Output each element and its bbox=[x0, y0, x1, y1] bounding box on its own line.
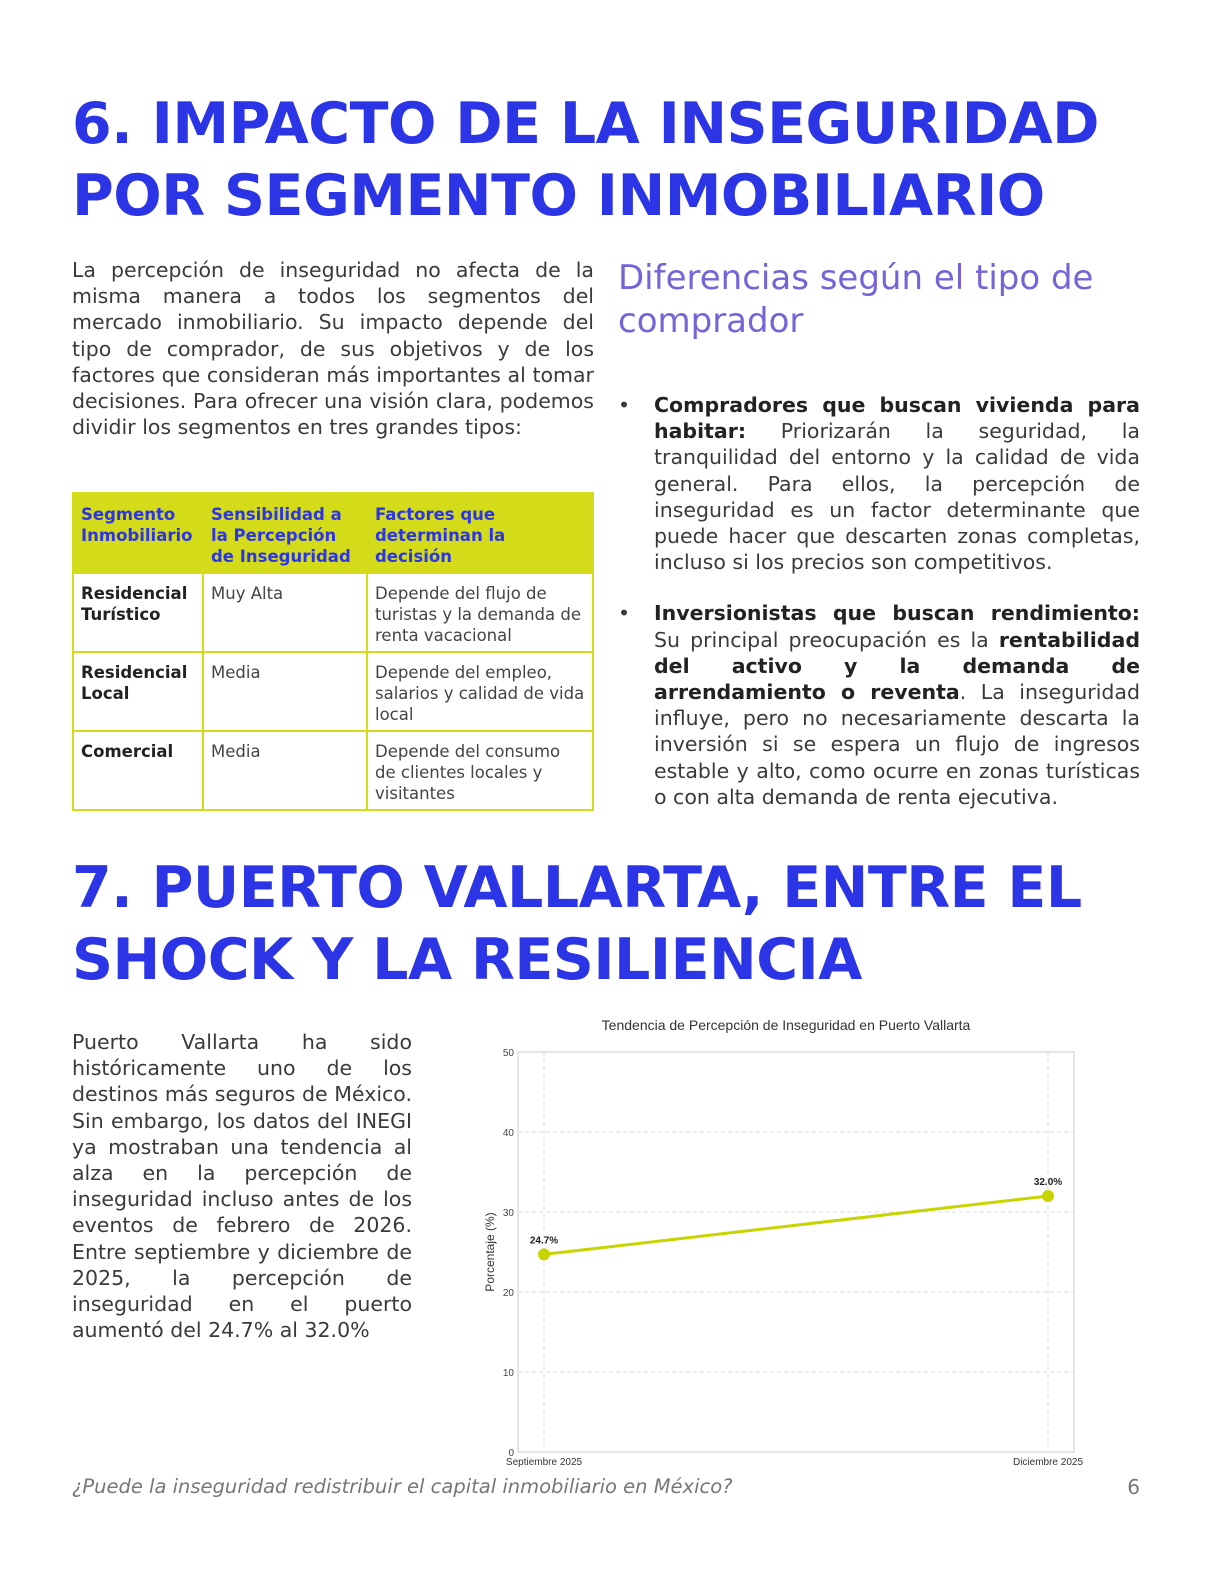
bullet-text: . La inseguridad influye, pero no necesariamente descarta la inversión si se espera un flujo de ingresos estable y alto, como ocurre en zonas turísticas o con alta demanda de renta ejecutiva. bbox=[654, 680, 1140, 809]
footer-document-title: ¿Puede la inseguridad redistribuir el capital inmobiliario en México? bbox=[72, 1475, 733, 1498]
data-point bbox=[538, 1248, 550, 1260]
segment-cell: Residencial Turístico bbox=[73, 573, 203, 652]
series-line bbox=[544, 1196, 1048, 1254]
data-point bbox=[1042, 1190, 1054, 1202]
y-tick-label: 40 bbox=[502, 1128, 514, 1139]
table-header-cell: Sensibilidad a la Percepción de Inseguridad bbox=[203, 493, 367, 573]
bullet-icon: • bbox=[618, 601, 631, 626]
chart-title: Tendencia de Percepción de Inseguridad en Puerto Vallarta bbox=[601, 1017, 971, 1033]
bullet-emphasis: rentabilidad del activo y la demanda de arrendamiento o reventa bbox=[654, 627, 1140, 705]
x-tick-label: Diciembre 2025 bbox=[1012, 1457, 1084, 1468]
y-tick-label: 50 bbox=[502, 1048, 514, 1059]
factors-cell: Depende del consumo de clientes locales y visitantes bbox=[367, 731, 593, 810]
table-header-row bbox=[73, 493, 593, 573]
y-tick-label: 10 bbox=[502, 1368, 514, 1379]
sensitivity-cell: Muy Alta bbox=[203, 573, 367, 652]
plot-frame bbox=[518, 1052, 1074, 1452]
bullet-lead: Compradores que buscan vivienda para habitar: bbox=[654, 393, 1140, 444]
section-6-intro: La percepción de inseguridad no afecta de la misma manera a todos los segmentos del mercado inmobiliario. Su impacto depende del tipo de comprador, de sus objetivos y de los factores que consideran más importantes al tomar decisiones. Para ofrecer una visión clara, podemos dividir los segmentos en tres grandes tipos: bbox=[72, 258, 594, 440]
section-7-title: 7. PUERTO VALLARTA, ENTRE EL SHOCK Y LA RESILIENCIA bbox=[72, 855, 1082, 993]
data-label: 32.0% bbox=[1033, 1177, 1063, 1188]
data-label: 24.7% bbox=[529, 1235, 559, 1247]
table-header-cell: Factores que determinan la decisión bbox=[367, 493, 593, 573]
segment-cell: Comercial bbox=[73, 731, 203, 810]
table-header-cell: Segmento Inmobiliario bbox=[73, 493, 203, 573]
bullet-icon: • bbox=[618, 393, 631, 417]
y-tick-label: 0 bbox=[508, 1448, 514, 1459]
factors-cell: Depende del flujo de turistas y la demanda de renta vacacional bbox=[367, 573, 593, 652]
page-number: 6 bbox=[1127, 1475, 1140, 1499]
table-row bbox=[73, 652, 593, 731]
buyer-type-list bbox=[618, 392, 1140, 835]
buyer-type-subheading: Diferencias según el tipo de comprador bbox=[618, 258, 1094, 341]
segment-table bbox=[72, 492, 594, 811]
table-row bbox=[73, 573, 593, 652]
y-tick-label: 20 bbox=[502, 1288, 514, 1299]
segment-cell: Residencial Local bbox=[73, 652, 203, 731]
list-item bbox=[618, 392, 1140, 575]
section-6-title: 6. IMPACTO DE LA INSEGURIDAD POR SEGMENTO INMOBILIARIO bbox=[72, 91, 1099, 229]
bullet-text: Priorizarán la seguridad, la tranquilidad del entorno y la calidad de vida general. Para ellos, la percepción de inseguridad es un factor determinante que puede hacer que descarten zonas completas, incluso si los precios son competitivos. bbox=[654, 419, 1140, 575]
y-tick-label: 30 bbox=[502, 1208, 514, 1219]
sensitivity-cell: Media bbox=[203, 731, 367, 810]
bullet-text: Su principal preocupación es la bbox=[654, 627, 999, 652]
table-row bbox=[73, 731, 593, 810]
insecurity-trend-chart bbox=[470, 1010, 1110, 1470]
y-axis-label: Porcentaje (%) bbox=[483, 1212, 497, 1292]
factors-cell: Depende del empleo, salarios y calidad de vida local bbox=[367, 652, 593, 731]
list-item bbox=[618, 600, 1140, 810]
bullet-lead: Inversionistas que buscan rendimiento: bbox=[654, 601, 1140, 626]
sensitivity-cell: Media bbox=[203, 652, 367, 731]
x-tick-label: Septiembre 2025 bbox=[505, 1457, 583, 1468]
section-7-intro: Puerto Vallarta ha sido históricamente uno de los destinos más seguros de México. Sin embargo, los datos del INEGI ya mostraban una tendencia al alza en la percepción de inseguridad incluso antes de los eventos de febrero de 2026. Entre septiembre y diciembre de 2025, la percepción de inseguridad en el puerto aumentó del 24.7% al 32.0% bbox=[72, 1030, 412, 1343]
